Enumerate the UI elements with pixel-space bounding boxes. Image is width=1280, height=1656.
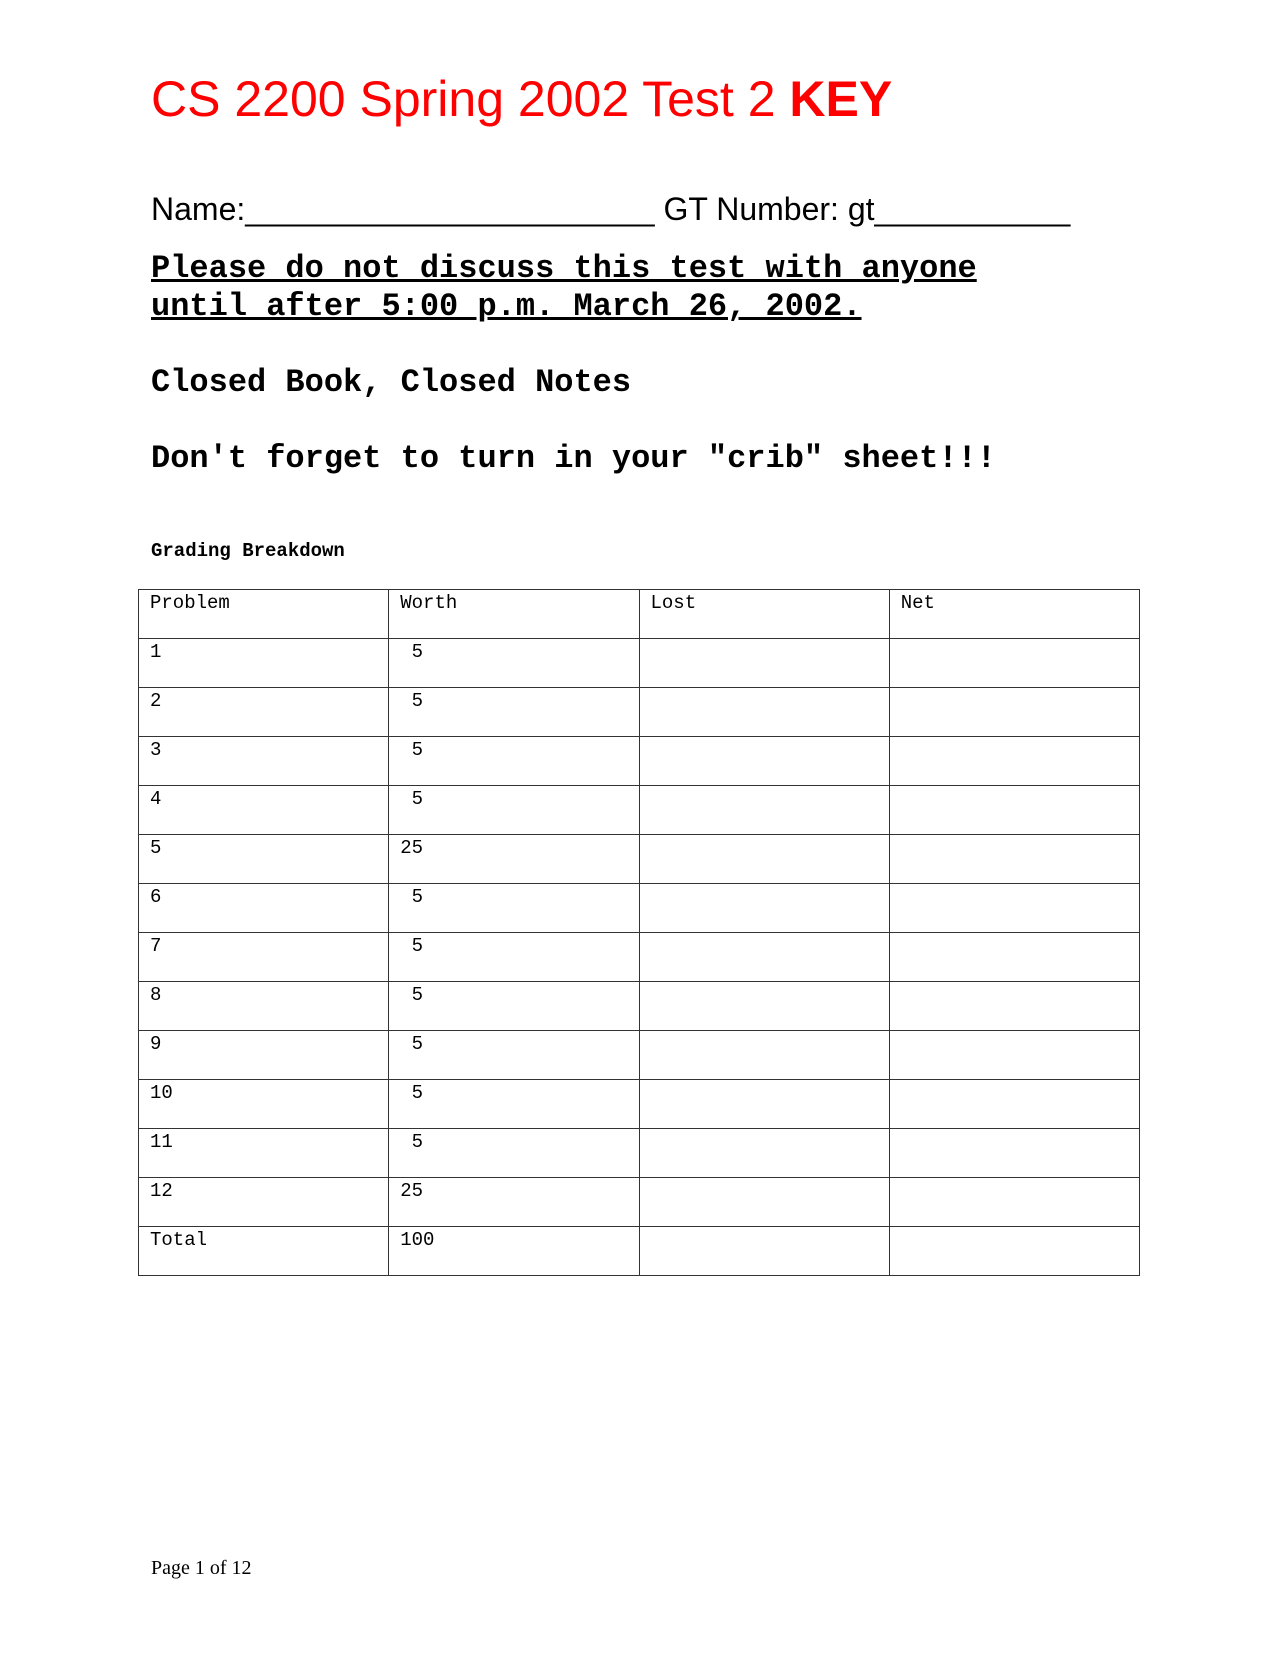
cell-lost: [639, 1227, 889, 1276]
cell-net: [889, 835, 1139, 884]
table-row: [139, 884, 1140, 933]
cell-net: [889, 786, 1139, 835]
column-header-worth: Worth: [389, 590, 639, 639]
table-row: [139, 1080, 1140, 1129]
cell-lost: [639, 835, 889, 884]
cell-worth: 5: [389, 737, 639, 786]
cell-worth: 5: [389, 688, 639, 737]
table-row: [139, 835, 1140, 884]
cell-worth: 5: [389, 639, 639, 688]
cell-net: [889, 1178, 1139, 1227]
table-row: [139, 1129, 1140, 1178]
table-row: [139, 737, 1140, 786]
discussion-warning: [151, 250, 977, 326]
column-header-net: Net: [889, 590, 1139, 639]
cell-lost: [639, 933, 889, 982]
cell-lost: [639, 688, 889, 737]
page-title: [151, 72, 892, 127]
column-header-problem: Problem: [139, 590, 389, 639]
table-row: [139, 1031, 1140, 1080]
cell-net: [889, 1080, 1139, 1129]
cell-problem: 4: [139, 786, 389, 835]
cell-problem: 5: [139, 835, 389, 884]
cell-worth: 5: [389, 1080, 639, 1129]
cell-net: [889, 1031, 1139, 1080]
crib-sheet-reminder: Don't forget to turn in your "crib" sheet!!!: [151, 440, 996, 477]
cell-problem: Total: [139, 1227, 389, 1276]
cell-problem: 9: [139, 1031, 389, 1080]
name-gt-number-line: Name:_______________________ GT Number: gt___________: [151, 191, 1071, 227]
cell-worth: 25: [389, 1178, 639, 1227]
table-row: [139, 688, 1140, 737]
cell-lost: [639, 982, 889, 1031]
cell-lost: [639, 1178, 889, 1227]
table-row: [139, 1178, 1140, 1227]
title-text: CS 2200 Spring 2002 Test 2: [151, 71, 790, 127]
cell-worth: 25: [389, 835, 639, 884]
cell-lost: [639, 1129, 889, 1178]
column-header-lost: Lost: [639, 590, 889, 639]
cell-lost: [639, 884, 889, 933]
table-row: [139, 933, 1140, 982]
table-row: [139, 1227, 1140, 1276]
cell-problem: 2: [139, 688, 389, 737]
page-number: Page 1 of 12: [151, 1557, 252, 1579]
cell-problem: 7: [139, 933, 389, 982]
cell-worth: 100: [389, 1227, 639, 1276]
cell-net: [889, 688, 1139, 737]
cell-lost: [639, 786, 889, 835]
title-key-label: KEY: [789, 71, 893, 127]
cell-problem: 3: [139, 737, 389, 786]
cell-problem: 6: [139, 884, 389, 933]
cell-worth: 5: [389, 933, 639, 982]
cell-net: [889, 1129, 1139, 1178]
cell-worth: 5: [389, 982, 639, 1031]
grading-breakdown-table: [138, 589, 1140, 1276]
cell-net: [889, 1227, 1139, 1276]
cell-net: [889, 639, 1139, 688]
cell-worth: 5: [389, 786, 639, 835]
cell-problem: 10: [139, 1080, 389, 1129]
cell-net: [889, 933, 1139, 982]
cell-worth: 5: [389, 1031, 639, 1080]
grading-breakdown-heading: Grading Breakdown: [151, 540, 345, 562]
cell-problem: 12: [139, 1178, 389, 1227]
cell-worth: 5: [389, 884, 639, 933]
cell-problem: 1: [139, 639, 389, 688]
cell-worth: 5: [389, 1129, 639, 1178]
table-row: [139, 786, 1140, 835]
table-row: [139, 982, 1140, 1031]
table-header-row: [139, 590, 1140, 639]
table-row: [139, 639, 1140, 688]
cell-net: [889, 982, 1139, 1031]
cell-net: [889, 737, 1139, 786]
cell-net: [889, 884, 1139, 933]
warning-line-1: Please do not discuss this test with anyone: [151, 250, 977, 287]
cell-lost: [639, 737, 889, 786]
cell-problem: 11: [139, 1129, 389, 1178]
cell-lost: [639, 1031, 889, 1080]
cell-lost: [639, 1080, 889, 1129]
warning-line-2: until after 5:00 p.m. March 26, 2002.: [151, 288, 862, 325]
cell-problem: 8: [139, 982, 389, 1031]
cell-lost: [639, 639, 889, 688]
closed-book-notice: Closed Book, Closed Notes: [151, 364, 632, 401]
